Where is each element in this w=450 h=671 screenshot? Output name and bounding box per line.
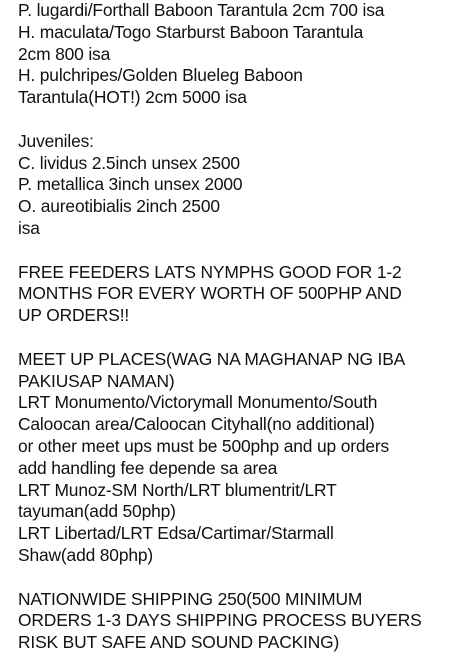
listing-document	[18, 0, 450, 654]
meetup-line: Caloocan area/Caloocan Cityhall(no additional)	[18, 414, 375, 435]
meetup-line: LRT Monumento/Victorymall Monumento/South	[18, 392, 378, 413]
meetup-line: add handling fee depende sa area	[18, 457, 278, 478]
list-item: H. maculata/Togo Starburst Baboon Tarantula	[18, 21, 364, 42]
tarantula-list	[18, 0, 450, 109]
list-item: Tarantula(HOT!) 2cm 5000 isa	[18, 87, 247, 108]
list-item: 2cm 800 isa	[18, 43, 111, 64]
list-item: isa	[18, 217, 40, 238]
notice-line: FREE FEEDERS LATS NYMPHS GOOD FOR 1-2	[18, 261, 402, 282]
list-item: P. metallica 3inch unsex 2000	[18, 174, 243, 195]
meetup-line: LRT Libertad/LRT Edsa/Cartimar/Starmall	[18, 523, 334, 544]
juveniles-heading: Juveniles:	[18, 130, 94, 151]
shipping-line: NATIONWIDE SHIPPING 250(500 MINIMUM	[18, 588, 363, 609]
spacer	[18, 327, 450, 349]
list-item: O. aureotibialis 2inch 2500	[18, 196, 220, 217]
list-item: H. pulchripes/Golden Blueleg Baboon	[18, 65, 303, 86]
list-item: P. lugardi/Forthall Baboon Tarantula 2cm 700 isa	[18, 0, 385, 20]
free-feeders-notice	[18, 262, 450, 327]
juveniles-section	[18, 131, 450, 240]
meetup-line: Shaw(add 80php)	[18, 544, 154, 565]
spacer	[18, 109, 450, 131]
shipping-section	[18, 589, 450, 654]
meetup-line: or other meet ups must be 500php and up orders	[18, 435, 390, 456]
spacer	[18, 240, 450, 262]
meetup-line: LRT Munoz-SM North/LRT blumentrit/LRT	[18, 479, 337, 500]
shipping-line: ORDERS 1-3 DAYS SHIPPING PROCESS BUYERS	[18, 610, 422, 631]
meetup-line: PAKIUSAP NAMAN)	[18, 370, 175, 391]
meetup-line: MEET UP PLACES(WAG NA MAGHANAP NG IBA	[18, 348, 406, 369]
meetup-section	[18, 349, 450, 567]
shipping-line: RISK BUT SAFE AND SOUND PACKING)	[18, 632, 340, 653]
notice-line: UP ORDERS!!	[18, 305, 130, 326]
list-item: C. lividus 2.5inch unsex 2500	[18, 152, 240, 173]
meetup-line: tayuman(add 50php)	[18, 501, 176, 522]
notice-line: MONTHS FOR EVERY WORTH OF 500PHP AND	[18, 283, 402, 304]
spacer	[18, 567, 450, 589]
